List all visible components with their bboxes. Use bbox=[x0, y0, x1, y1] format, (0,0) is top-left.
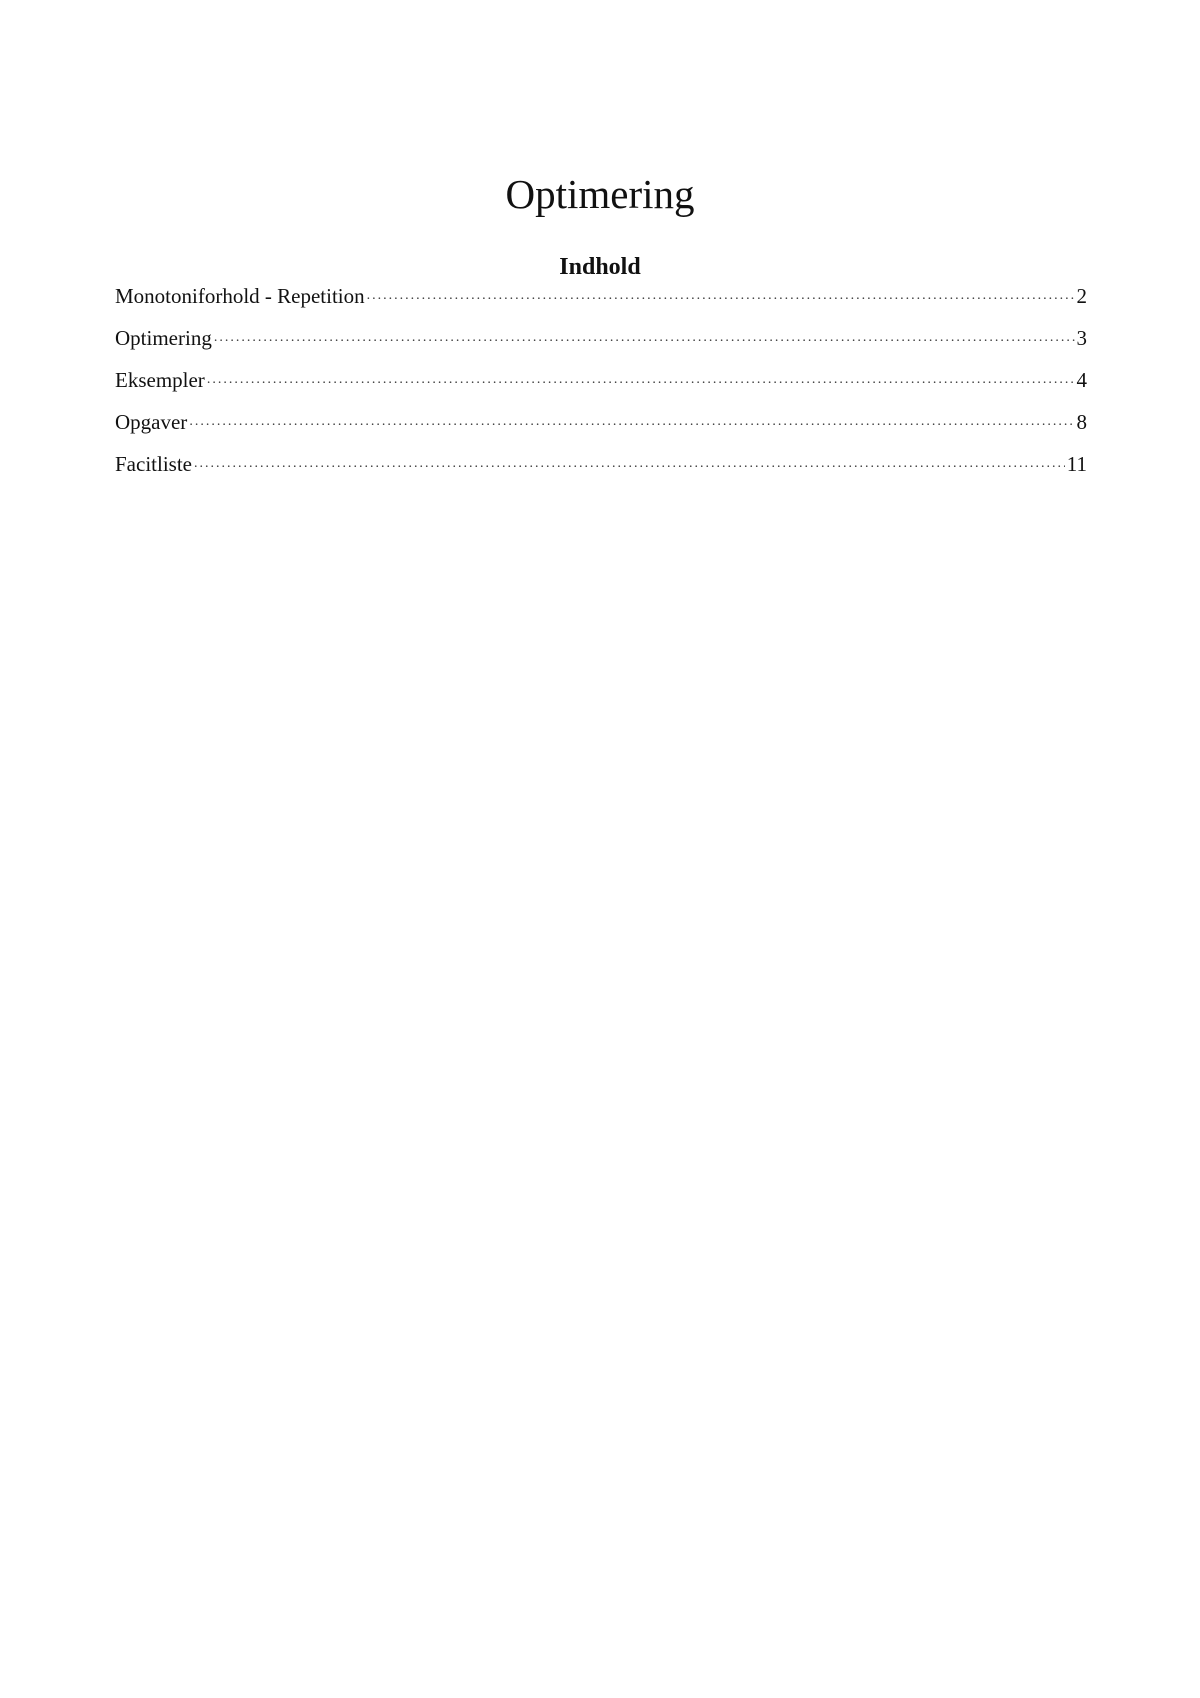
toc-entry-opgaver[interactable] bbox=[115, 407, 1087, 449]
toc-entry-label: Eksempler bbox=[115, 368, 205, 392]
toc-entry-label: Optimering bbox=[115, 326, 212, 350]
toc-entry-label: Monotoniforhold - Repetition bbox=[115, 284, 365, 308]
toc-entry-optimering[interactable] bbox=[115, 323, 1087, 365]
toc-entry-facitliste[interactable] bbox=[115, 449, 1087, 491]
toc-entry-eksempler[interactable] bbox=[115, 365, 1087, 407]
toc-entry-page-number: 2 bbox=[1076, 284, 1087, 308]
toc-entry-page-number: 8 bbox=[1076, 410, 1087, 434]
toc-entry-label: Opgaver bbox=[115, 410, 188, 434]
toc-entry-page-number: 4 bbox=[1076, 368, 1087, 392]
toc-entry-label: Facitliste bbox=[115, 452, 192, 476]
document-title: Optimering bbox=[505, 171, 695, 217]
toc-entry-monotoniforhold[interactable] bbox=[115, 281, 1087, 323]
toc-dot-leader bbox=[194, 445, 1065, 479]
toc-dot-leader bbox=[367, 277, 1075, 311]
toc-entry-page-number: 3 bbox=[1076, 326, 1087, 350]
toc-dot-leader bbox=[189, 403, 1074, 437]
toc-entry-page-number: 11 bbox=[1066, 452, 1087, 476]
toc-dot-leader bbox=[214, 319, 1075, 353]
table-of-contents bbox=[115, 281, 1087, 491]
toc-heading: Indhold bbox=[559, 254, 641, 280]
toc-dot-leader bbox=[207, 361, 1075, 395]
